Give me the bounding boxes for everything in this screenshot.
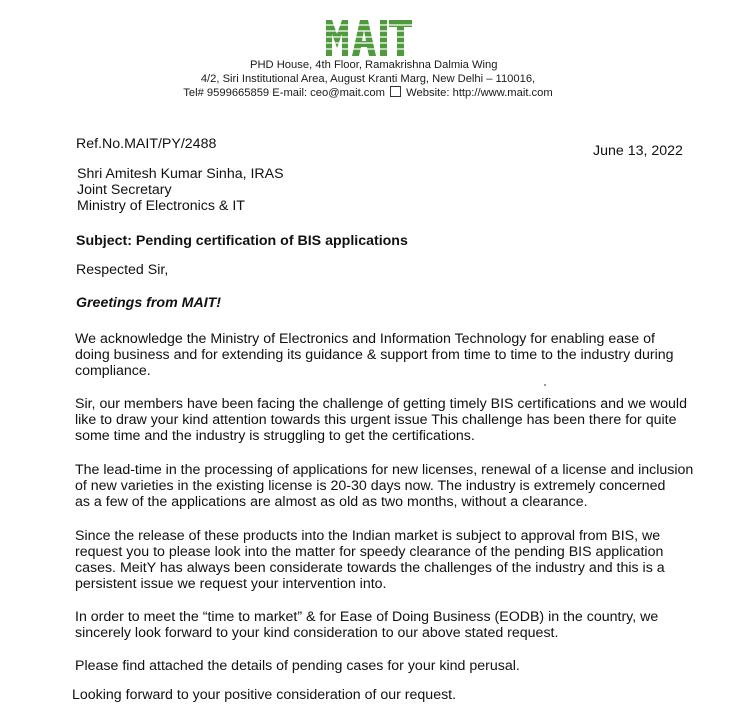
body-paragraph-5 [75, 609, 695, 641]
recipient-title: Joint Secretary [77, 182, 172, 198]
mait-logo [0, 12, 736, 58]
body-paragraph-4 [75, 528, 695, 592]
reference-number: Ref.No.MAIT/PY/2488 [76, 136, 217, 152]
paragraph-line: some time and the industry is struggling to get the certifications. [75, 428, 475, 444]
greeting: Greetings from MAIT! [76, 295, 222, 311]
recipient-ministry: Ministry of Electronics & IT [77, 198, 245, 214]
mait-logo-mark [322, 12, 414, 58]
letterhead-website: Website: http://www.mait.com [406, 87, 553, 99]
paragraph-line: cases. MeitY has always been considerate towards the challenges of the industry and this is a [75, 560, 665, 576]
body-paragraph-2 [75, 396, 695, 444]
separator-box-icon [390, 86, 401, 97]
letterhead-address-line1: PHD House, 4th Floor, Ramakrishna Dalmia Wing [250, 59, 498, 71]
subject-line: Subject: Pending certification of BIS applications [76, 233, 408, 249]
body-paragraph-1 [75, 331, 695, 379]
letter-date: June 13, 2022 [593, 143, 683, 159]
paragraph-line: Since the release of these products into the Indian market is subject to approval from BIS, we [75, 528, 661, 544]
paragraph-line: as a few of the applications are almost as old as two months, without a clearance. [75, 494, 588, 510]
paragraph-line: of new varieties in the existing license is 20-30 days now. The industry is extremely concerned [75, 478, 666, 494]
body-paragraph-3 [75, 462, 695, 510]
paragraph-line: The lead-time in the processing of applications for new licenses, renewal of a license and inclusion [75, 462, 694, 478]
paragraph-line: like to draw your kind attention towards this urgent issue This challenge has been there for quite [75, 412, 677, 428]
paragraph-line: doing business and for extending its guidance & support from time to time to the industry during [75, 347, 674, 363]
letterhead-address-line2: 4/2, Siri Institutional Area, August Kranti Marg, New Delhi – 110016, [200, 73, 536, 85]
salutation: Respected Sir, [76, 262, 169, 278]
paragraph-line: sincerely look forward to your kind consideration to our above stated request. [75, 625, 559, 641]
paragraph-line: Looking forward to your positive consideration of our request. [72, 687, 457, 703]
paragraph-line: request you to please look into the matter for speedy clearance of the pending BIS application [75, 544, 664, 560]
recipient-name: Shri Amitesh Kumar Sinha, IRAS [77, 166, 284, 182]
paragraph-line: compliance. [75, 363, 151, 379]
body-paragraph-7 [72, 687, 692, 703]
body-paragraph-6 [75, 658, 695, 674]
paragraph-line: In order to meet the “time to market” & for Ease of Doing Business (EODB) in the country, we [75, 609, 659, 625]
letterhead-contact-line [0, 86, 736, 100]
scan-speck [544, 384, 546, 386]
paragraph-line: Please find attached the details of pending cases for your kind perusal. [75, 658, 520, 674]
paragraph-line: Sir, our members have been facing the challenge of getting timely BIS certifications and we would [75, 396, 687, 412]
letterhead-phone-email: Tel# 9599665859 E-mail: ceo@mait.com [183, 87, 385, 99]
paragraph-line: We acknowledge the Ministry of Electronics and Information Technology for enabling ease of [75, 331, 655, 347]
paragraph-line: persistent issue we request your intervention into. [75, 576, 387, 592]
